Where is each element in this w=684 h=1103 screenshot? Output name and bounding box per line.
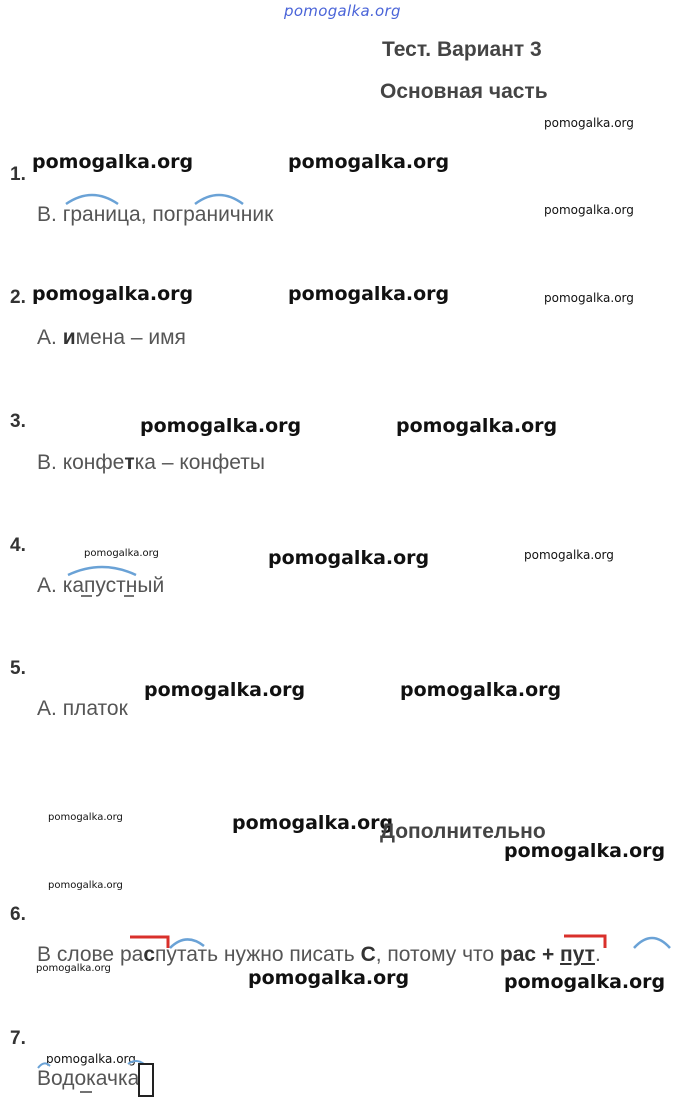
test-title: Тест. Вариант 3 [382, 38, 542, 61]
watermark: pomogalka.org [232, 812, 394, 834]
watermark: pomogalka.org [144, 679, 306, 701]
watermark: pomogalka.org [84, 548, 159, 559]
item-6-answer [37, 943, 601, 967]
answer-bold-letter: С [360, 943, 376, 966]
watermark: pomogalka.org [504, 971, 666, 993]
root-arc-mark [64, 190, 124, 210]
answer-bold-letter: и [62, 326, 76, 349]
prefix-text: рас [499, 943, 537, 966]
answer-letter: В. [37, 203, 57, 226]
answer-text-pre: В слове ра [37, 943, 144, 966]
watermark: pomogalka.org [48, 812, 123, 823]
answer-letter: А. [37, 326, 57, 349]
root-arc-mark [193, 190, 253, 210]
answer-text: капустный [62, 574, 165, 597]
watermark: pomogalka.org [544, 291, 634, 305]
watermark: pomogalka.org [32, 283, 194, 305]
watermark: pomogalka.org [396, 415, 558, 437]
answer-text: платок [62, 697, 128, 720]
root-text: пут [560, 943, 595, 966]
answer-letter: А. [37, 574, 57, 597]
section-extra-title: Дополнительно [380, 820, 546, 843]
item-6-number: 6. [10, 904, 26, 925]
watermark: pomogalka.org [32, 151, 194, 173]
watermark: pomogalka.org [36, 963, 111, 974]
watermark: pomogalka.org [544, 203, 634, 217]
watermark: pomogalka.org [288, 151, 450, 173]
watermark-top: pomogalka.org [284, 2, 401, 20]
watermark: pomogalka.org [400, 679, 562, 701]
item-1-number: 1. [10, 164, 26, 185]
watermark: pomogalka.org [48, 880, 123, 891]
watermark: pomogalka.org [504, 840, 666, 862]
answer-text-mid: , потому что [375, 943, 500, 966]
answer-text: мена – имя [75, 326, 186, 349]
section-main-title: Основная часть [380, 80, 548, 103]
watermark: pomogalka.org [524, 548, 614, 562]
plus-sign: + [536, 943, 561, 966]
item-2-answer [37, 326, 186, 350]
item-4-number: 4. [10, 535, 26, 556]
answer-text-end: . [594, 943, 601, 966]
item-2-number: 2. [10, 287, 26, 308]
answer-letter: А. [37, 697, 57, 720]
watermark: pomogalka.org [268, 547, 430, 569]
item-5-answer [37, 697, 128, 721]
item-3-number: 3. [10, 411, 26, 432]
answer-text: граница, пограничник [62, 203, 274, 226]
answer-text-post: ка – конфеты [134, 451, 266, 474]
item-5-number: 5. [10, 658, 26, 679]
root-arc-mark [66, 563, 146, 599]
watermark: pomogalka.org [46, 1052, 136, 1066]
answer-text: Водокачка [37, 1067, 140, 1090]
item-7-number: 7. [10, 1028, 26, 1049]
answer-bold-letter: т [124, 451, 135, 474]
item-3-answer [37, 451, 265, 475]
watermark: pomogalka.org [248, 967, 410, 989]
answer-text-pre: конфе [62, 451, 125, 474]
word-parts-mark [36, 1058, 160, 1102]
watermark: pomogalka.org [140, 415, 302, 437]
answer-bold-letter: с [143, 943, 155, 966]
watermark: pomogalka.org [288, 283, 450, 305]
answer-text-mid: путать нужно писать [155, 943, 361, 966]
watermark: pomogalka.org [544, 116, 634, 130]
answer-letter: В. [37, 451, 57, 474]
